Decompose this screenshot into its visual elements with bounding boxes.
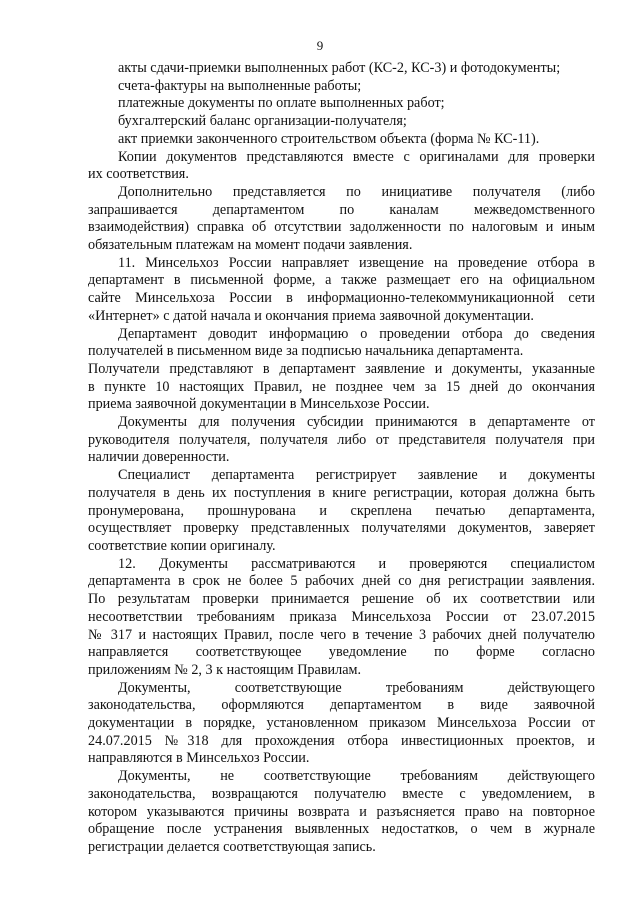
page-number: 9	[316, 38, 324, 53]
text-line: № 317 и настоящих Правил, после чего в течение 3 рабочих дней получателю	[88, 626, 595, 643]
text-line: По результатам проверки принимается решение об их соответствии или	[88, 591, 595, 608]
text-line: сайте Минсельхоза России в информационно-телекоммуникационной сети	[88, 290, 595, 307]
text-line: осуществляет проверку представленных получателями документов, заверяет	[88, 520, 595, 537]
document-body	[88, 60, 595, 857]
text-line: акты сдачи-приемки выполненных работ (КС-2, КС-3) и фотодокументы;	[118, 60, 561, 76]
paragraph-p10	[88, 360, 595, 414]
text-line: законодательства, оформляются департаментом в виде заявочной	[88, 697, 595, 714]
text-line: направляется соответствующее уведомление по форме согласно	[88, 644, 595, 661]
paragraph-p15	[88, 768, 595, 857]
text-line: Документы для получения субсидии принимаются в департаменте от	[118, 414, 595, 431]
text-line: обращение после устранения выявленных недостатков, о чем в журнале	[88, 821, 595, 838]
paragraph-p14	[88, 679, 595, 769]
text-line: направляются в Минсельхоз России.	[88, 750, 310, 767]
text-line: департамент в письменной форме, а также размещает его на официальном	[88, 272, 595, 289]
paragraph-p9	[88, 325, 595, 361]
text-line: взаимодействия) справка об отсутствии задолженности по налоговым и иным	[88, 219, 595, 236]
text-line: их соответствия.	[88, 166, 189, 183]
text-line: приема заявочной документации в Минсельхозе России.	[88, 396, 430, 413]
text-line: наличии доверенности.	[88, 449, 230, 466]
text-line: «Интернет» с датой начала и окончания приема заявочной документации.	[88, 307, 534, 324]
text-line: бухгалтерский баланс организации-получателя;	[118, 113, 407, 130]
paragraph-p6	[88, 148, 595, 184]
text-line: несоответствии требованиям приказа Минсельхоза России от 23.07.2015	[88, 608, 595, 625]
text-line: законодательства, возвращаются получателю вместе с уведомлением, в	[88, 785, 595, 802]
text-line: приложениям № 2, 3 к настоящим Правилам.	[88, 661, 362, 678]
paragraph-p3	[118, 95, 595, 113]
text-line: пронумерована, прошнурована и скреплена печатью департамента,	[88, 502, 595, 519]
text-line: Копии документов представляются вместе с оригиналами для проверки	[118, 148, 595, 165]
text-line: регистрации делается соответствующая запись.	[88, 838, 376, 855]
text-line: платежные документы по оплате выполненных работ;	[118, 95, 445, 112]
text-line: в пункте 10 настоящих Правил, не позднее чем за 15 дней до окончания	[88, 378, 595, 395]
text-line: счета-фактуры на выполненные работы;	[118, 77, 362, 94]
text-line: департамента в срок не более 5 рабочих дней со дня регистрации заявления.	[88, 573, 595, 590]
paragraph-p12	[88, 467, 595, 556]
text-line: Специалист департамента регистрирует заявление и документы	[118, 467, 595, 484]
text-line: Документы, соответствующие требованиям действующего	[118, 679, 595, 696]
paragraph-p8	[88, 254, 595, 326]
text-line: котором указываются причины возврата и разъясняется право на повторное	[88, 803, 595, 820]
text-line: запрашивается департаментом по каналам межведомственного	[88, 201, 595, 218]
text-line: 11. Минсельхоз России направляет извещение на проведение отбора в	[118, 254, 595, 271]
text-line: Департамент доводит информацию о проведении отбора до сведения	[118, 325, 595, 342]
paragraph-p11	[88, 414, 595, 467]
text-line: Получатели представляют в департамент заявление и документы, указанные	[88, 360, 595, 377]
text-line: обязательным платежам на момент подачи заявления.	[88, 237, 413, 254]
paragraph-p5	[118, 131, 595, 149]
paragraph-p4	[118, 113, 595, 131]
text-line: акт приемки законченного строительством объекта (форма № КС-11).	[118, 130, 540, 147]
text-line: получателя в день их поступления в книге регистрации, которая должна быть	[88, 484, 595, 501]
text-line: руководителя получателя, получателя либо от представителя получателя при	[88, 431, 595, 448]
text-line: документации в порядке, установленном приказом Минсельхоза России от	[88, 715, 595, 732]
paragraph-p1	[118, 60, 595, 78]
text-line: получателей в письменном виде за подписью начальника департамента.	[88, 343, 524, 360]
text-line: соответствие копии оригиналу.	[88, 537, 276, 554]
paragraph-p2	[118, 78, 595, 96]
paragraph-p13	[88, 555, 595, 680]
text-line: Документы, не соответствующие требованиям действующего	[118, 768, 595, 785]
text-line: 24.07.2015 №318 для прохождения отбора инвестиционных проектов, и	[88, 732, 595, 749]
paragraph-p7	[88, 183, 595, 255]
text-line: 12. Документы рассматриваются и проверяются специалистом	[118, 555, 595, 572]
text-line: Дополнительно представляется по инициативе получателя (либо	[118, 183, 595, 200]
